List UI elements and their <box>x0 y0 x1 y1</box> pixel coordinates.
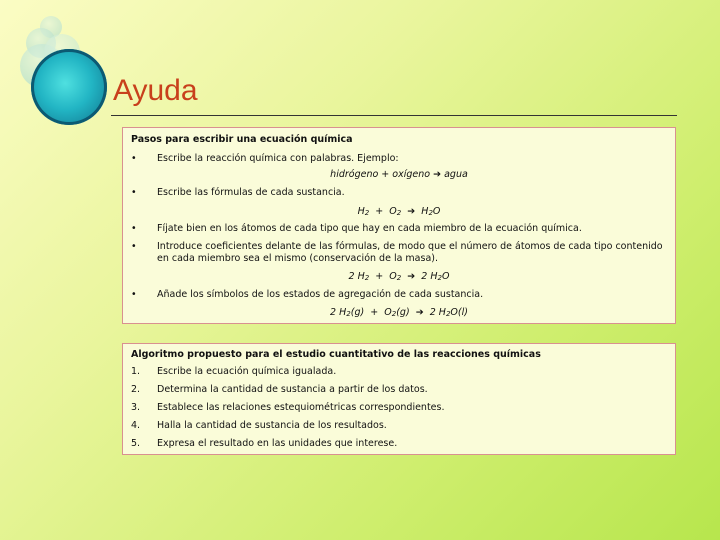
formula-equation <box>123 206 675 218</box>
formula-water-h: 2 H <box>421 271 438 282</box>
formula-oxygen: O <box>384 307 392 318</box>
formula-hydrogen: 2 H <box>348 271 365 282</box>
step-text: Establece las relaciones estequiométricas correspondientes. <box>157 402 445 413</box>
state-symbol: O(l) <box>450 307 468 318</box>
subscript: 2 <box>428 209 433 217</box>
bullet: • <box>131 187 137 198</box>
subscript: 2 <box>396 274 402 282</box>
step-text: Escribe la reacción química con palabras. Ejemplo: <box>157 153 399 164</box>
step-text: Determina la cantidad de sustancia a partir de los datos. <box>157 384 428 395</box>
reaction-arrow-icon: ➔ <box>407 271 416 282</box>
formula-hydrogen: 2 H <box>330 307 347 318</box>
step-text: Halla la cantidad de sustancia de los resultados. <box>157 420 387 431</box>
subscript: 2 <box>346 310 351 318</box>
subscript: 2 <box>396 209 402 217</box>
bullet: • <box>131 241 137 252</box>
step-text: Expresa el resultado en las unidades que interese. <box>157 438 398 449</box>
step-number: 5. <box>131 438 141 449</box>
step-number: 3. <box>131 402 141 413</box>
page-title: Ayuda <box>113 74 198 107</box>
subscript: 2 <box>364 209 370 217</box>
bullet: • <box>131 289 137 300</box>
formula-water-o: O <box>432 206 441 217</box>
bullet: • <box>131 153 137 164</box>
reaction-arrow-icon: ➔ <box>433 169 442 180</box>
formula-oxygen: O <box>389 271 397 282</box>
step-text: Escribe las fórmulas de cada sustancia. <box>157 187 345 198</box>
subscript: 2 <box>445 310 451 318</box>
formula-water-h: H <box>421 206 429 217</box>
steps-panel-title: Pasos para escribir una ecuación química <box>131 134 353 145</box>
step-number: 4. <box>131 420 141 431</box>
word-equation-product: agua <box>444 169 468 180</box>
decorative-main-orb <box>31 49 107 125</box>
state-symbol: (g) <box>350 307 365 318</box>
step-text: Fíjate bien en los átomos de cada tipo que hay en cada miembro de la ecuación química. <box>157 223 582 234</box>
plus-sign: + <box>375 206 384 217</box>
word-equation <box>123 169 675 181</box>
word-equation-reactants: hidrógeno + oxígeno <box>330 169 431 180</box>
states-equation <box>123 307 675 319</box>
subscript: 2 <box>391 310 397 318</box>
reaction-arrow-icon: ➔ <box>407 206 416 217</box>
reaction-arrow-icon: ➔ <box>415 307 424 318</box>
algorithm-panel <box>122 343 676 455</box>
balanced-equation <box>123 271 675 283</box>
formula-hydrogen: H <box>357 206 365 217</box>
algorithm-panel-title: Algoritmo propuesto para el estudio cuantitativo de las reacciones químicas <box>131 349 541 360</box>
formula-water-o: O <box>441 271 450 282</box>
formula-oxygen: O <box>389 206 397 217</box>
subscript: 2 <box>364 274 370 282</box>
subscript: 2 <box>437 274 442 282</box>
bullet: • <box>131 223 137 234</box>
state-symbol: (g) <box>396 307 410 318</box>
steps-panel <box>122 127 676 324</box>
plus-sign: + <box>370 307 379 318</box>
step-number: 2. <box>131 384 141 395</box>
formula-water-h: 2 H <box>429 307 446 318</box>
step-text: Introduce coeficientes delante de las fórmulas, de modo que el número de átomos de cada tipo contenido en cada miembro sea el mismo (conservación de la masa). <box>157 241 663 264</box>
plus-sign: + <box>375 271 384 282</box>
step-text: Añade los símbolos de los estados de agregación de cada sustancia. <box>157 289 484 300</box>
step-number: 1. <box>131 366 141 377</box>
title-underline <box>111 115 677 116</box>
step-text: Escribe la ecuación química igualada. <box>157 366 337 377</box>
